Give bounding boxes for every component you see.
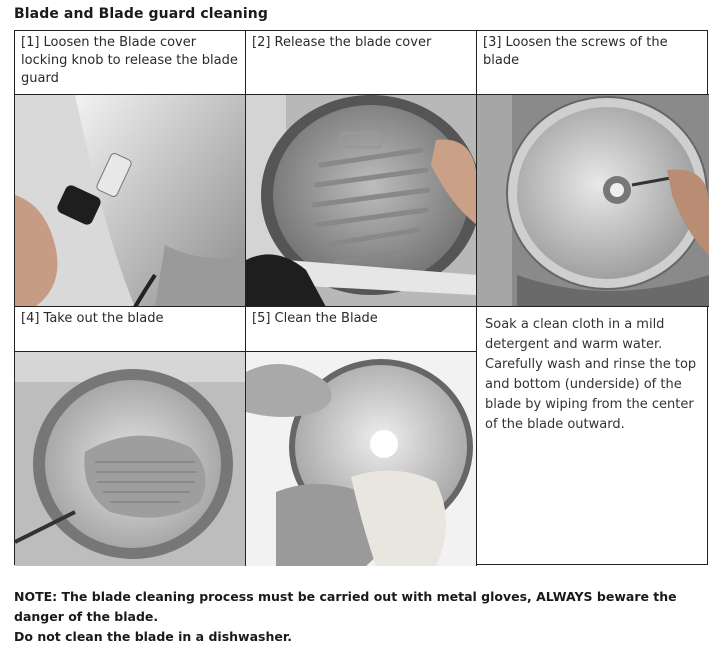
section-title: Blade and Blade guard cleaning	[14, 6, 268, 22]
steps-grid	[14, 30, 708, 565]
step-1-photo	[15, 95, 246, 307]
note-line-2: Do not clean the blade in a dishwasher.	[14, 629, 292, 644]
step-4-photo	[15, 352, 246, 566]
step-5-caption: [5] Clean the Blade	[246, 307, 477, 352]
step-1-caption: [1] Loosen the Blade cover locking knob to release the blade guard	[15, 31, 246, 95]
cleaning-instructions: Soak a clean cloth in a mild detergent and warm water. Carefully wash and rinse the top and bottom (underside) of the blade by wiping from the center of the blade outward.	[485, 317, 697, 432]
step-5-photo	[246, 352, 477, 566]
step-3-photo	[477, 95, 709, 307]
step-2-photo	[246, 95, 477, 307]
step-4-caption: [4] Take out the blade	[15, 307, 246, 352]
step-2-caption: [2] Release the blade cover	[246, 31, 477, 95]
note-line-1: NOTE: The blade cleaning process must be carried out with metal gloves, ALWAYS beware the danger of the blade.	[14, 589, 677, 624]
step-3-caption: [3] Loosen the screws of the blade	[477, 31, 709, 95]
safety-note	[14, 587, 714, 647]
